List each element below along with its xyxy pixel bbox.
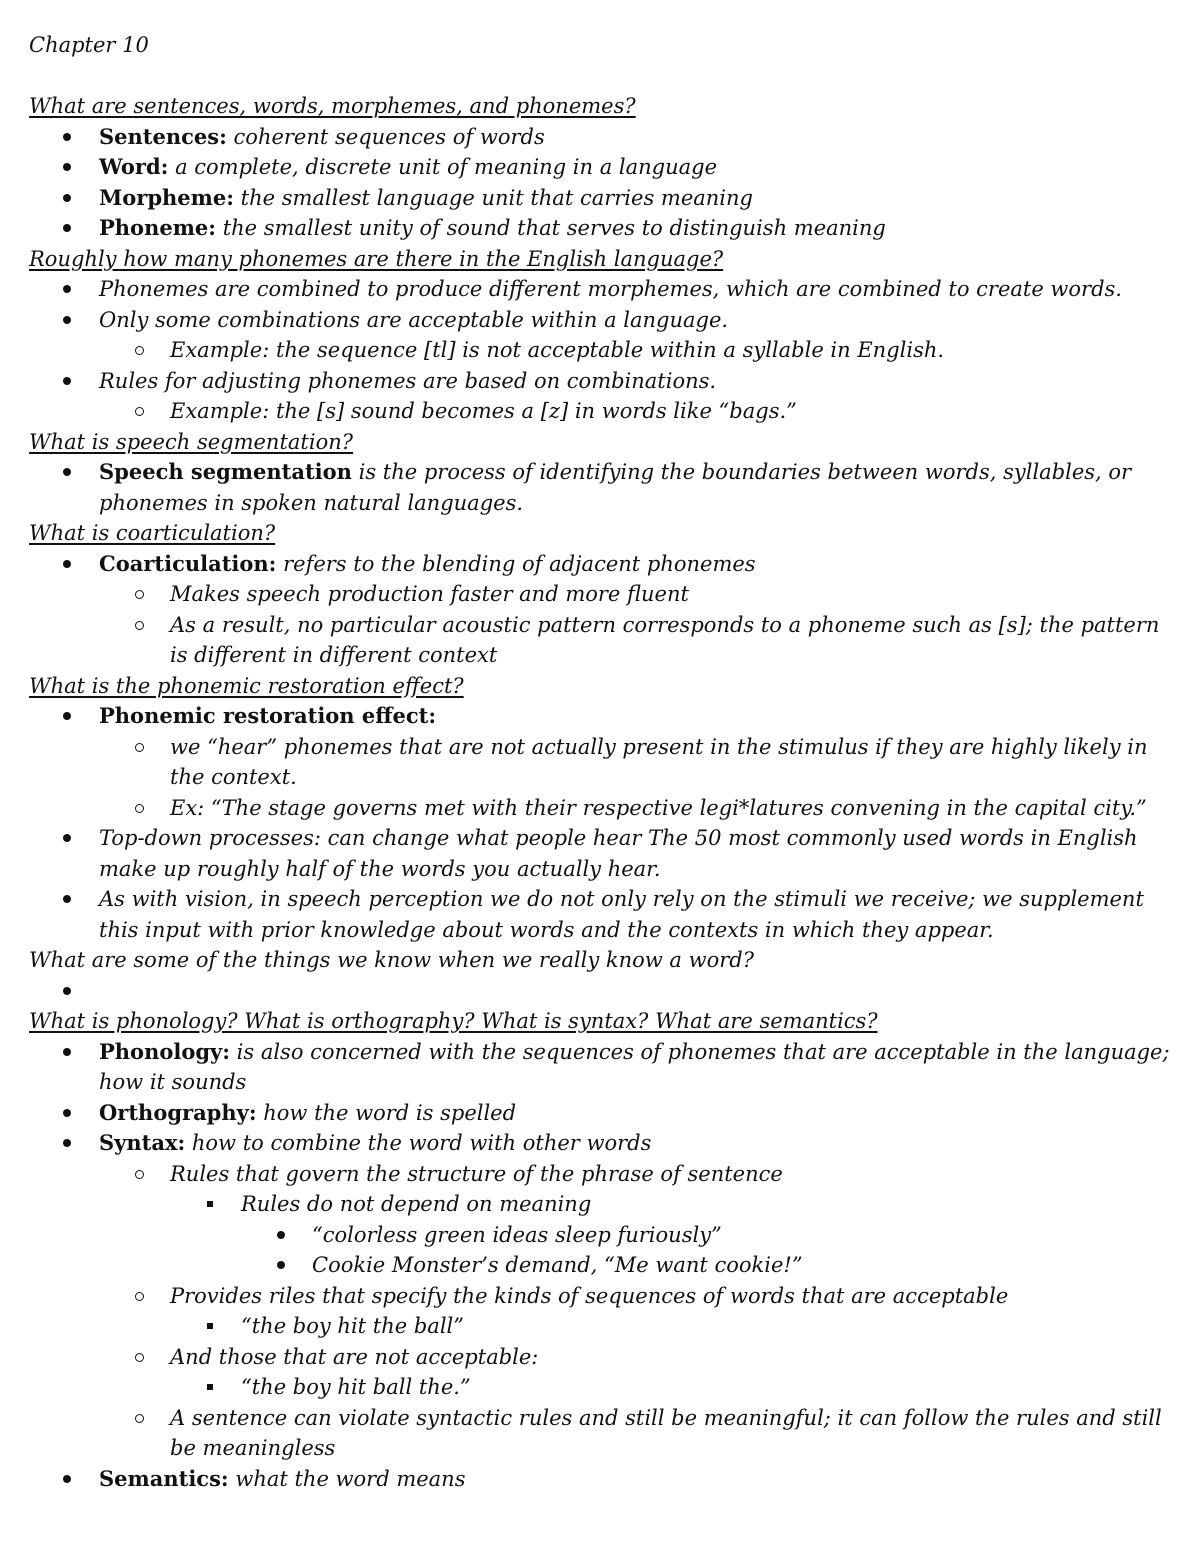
- list-item: [29, 152, 1179, 183]
- question-phonology-orthography: What is phonology? What is orthography? What is syntax? What are semantics?: [29, 1009, 878, 1033]
- list-item-text: Provides riles that specify the kinds of sequences of words that are acceptable: [170, 1283, 1009, 1308]
- list-item: [29, 335, 1179, 366]
- list-item-text: Rules that govern the structure of the phrase of sentence: [170, 1161, 783, 1186]
- list-item-text: “the boy hit ball the.”: [241, 1375, 471, 1399]
- term: Syntax:: [99, 1130, 186, 1155]
- circle-bullet-icon: [129, 1342, 149, 1373]
- list-item: [29, 793, 1179, 824]
- definition: the smallest language unit that carries meaning: [233, 185, 753, 210]
- term: Coarticulation:: [99, 550, 277, 576]
- list-item: [29, 610, 1179, 671]
- term: Word:: [99, 154, 169, 179]
- list-item: [29, 579, 1179, 610]
- list-item: [29, 122, 1179, 153]
- list-item-text: A sentence can violate syntactic rules and still be meaningful; it can follow the rules and still be meaningless: [170, 1405, 1162, 1460]
- list-item-text: Makes speech production faster and more fluent: [170, 582, 689, 606]
- term: Semantics:: [99, 1465, 229, 1491]
- term: Sentences:: [99, 123, 227, 149]
- bullet-icon: [271, 1250, 291, 1281]
- bullet-icon: [57, 122, 77, 153]
- list-item: [29, 1220, 1179, 1251]
- list-item: [29, 1372, 1179, 1403]
- list-item: [29, 396, 1179, 427]
- definition: the smallest unity of sound that serves to distinguish meaning: [216, 216, 886, 240]
- list-item: [29, 732, 1179, 793]
- list-item: [29, 1159, 1179, 1190]
- question-coarticulation: What is coarticulation?: [29, 521, 276, 545]
- list-item: [29, 1342, 1179, 1373]
- definition: is also concerned with the sequences of phonemes that are acceptable in the language; how it sounds: [99, 1039, 1170, 1094]
- list-item: [29, 549, 1179, 580]
- list-item-text: Phonemes are combined to produce different morphemes, which are combined to create words.: [99, 277, 1122, 301]
- list-item-text: “the boy hit the ball”: [241, 1314, 464, 1338]
- list-item: [29, 884, 1179, 945]
- question-speech-segmentation: What is speech segmentation?: [29, 429, 354, 454]
- circle-bullet-icon: [129, 793, 149, 824]
- blank-line: [29, 61, 1179, 92]
- term: Phoneme:: [99, 215, 217, 240]
- chapter-title: Chapter 10: [29, 33, 149, 57]
- list-item: [29, 457, 1179, 518]
- list-item: [29, 1403, 1179, 1464]
- bullet-icon: [57, 1464, 77, 1495]
- circle-bullet-icon: [129, 1159, 149, 1190]
- list-item: [29, 213, 1179, 244]
- bullet-icon: [57, 274, 77, 305]
- list-item-text: Rules do not depend on meaning: [241, 1192, 592, 1216]
- definition: refers to the blending of adjacent phonemes: [276, 551, 756, 576]
- question-phoneme-count: Roughly how many phonemes are there in the English language?: [29, 246, 724, 271]
- term: Phonology:: [99, 1038, 230, 1064]
- list-item-text: As with vision, in speech perception we do not only rely on the stimuli we receive; we supplement this input with prior knowledge about words and the contexts in which they appear.: [99, 887, 1144, 942]
- list-item-text: we “hear” phonemes that are not actually present in the stimulus if they are highly likely in the context.: [170, 734, 1148, 789]
- term: Morpheme:: [99, 184, 234, 210]
- circle-bullet-icon: [129, 732, 149, 763]
- list-item: [29, 366, 1179, 397]
- list-item: [29, 1464, 1179, 1495]
- bullet-icon: [57, 1037, 77, 1068]
- list-item: [29, 701, 1179, 732]
- list-item: [29, 274, 1179, 305]
- bullet-icon: [271, 1220, 291, 1251]
- circle-bullet-icon: [129, 396, 149, 427]
- document-page: [29, 30, 1179, 1494]
- question-phonemic-restoration: What is the phonemic restoration effect?: [29, 673, 464, 698]
- bullet-icon: [57, 213, 77, 244]
- square-bullet-icon: [200, 1372, 220, 1403]
- question-know-a-word: What are some of the things we know when we really know a word?: [29, 948, 754, 972]
- bullet-icon: [57, 884, 77, 915]
- list-item-text: As a result, no particular acoustic pattern corresponds to a phoneme such as [s]; the pattern is different in different context: [170, 612, 1160, 667]
- bullet-icon: [57, 823, 77, 854]
- circle-bullet-icon: [129, 1403, 149, 1434]
- term: Phonemic restoration effect:: [99, 703, 437, 728]
- definition: how the word is spelled: [256, 1100, 517, 1125]
- bullet-icon: [57, 183, 77, 214]
- list-item-text: Example: the [s] sound becomes a [z] in words like “bags.”: [170, 399, 797, 423]
- list-item: [29, 1037, 1179, 1098]
- bullet-icon: [57, 701, 77, 732]
- list-item: [29, 1128, 1179, 1159]
- circle-bullet-icon: [129, 579, 149, 610]
- list-item: [29, 1098, 1179, 1129]
- list-item-text: Example: the sequence [tl] is not acceptable within a syllable in English.: [170, 338, 945, 362]
- definition: is the process of identifying the boundaries between words, syllables, or phonemes in spoken natural languages.: [99, 460, 1132, 515]
- definition: a complete, discrete unit of meaning in a language: [168, 155, 718, 179]
- list-item-text: Rules for adjusting phonemes are based on combinations.: [99, 368, 717, 393]
- list-item: [29, 823, 1179, 884]
- circle-bullet-icon: [129, 335, 149, 366]
- list-item-text: Ex: “The stage governs met with their respective legi*latures convening in the capital city.”: [170, 795, 1147, 820]
- list-item-text: And those that are not acceptable:: [170, 1344, 539, 1369]
- bullet-icon: [57, 366, 77, 397]
- definition: what the word means: [228, 1466, 466, 1491]
- list-item: [29, 1311, 1179, 1342]
- bullet-icon: [57, 549, 77, 580]
- list-item-text: “colorless green ideas sleep furiously”: [312, 1222, 722, 1247]
- bullet-icon: [57, 305, 77, 336]
- list-item: [29, 1250, 1179, 1281]
- list-item: [29, 305, 1179, 336]
- list-item-empty: [29, 976, 1179, 1007]
- circle-bullet-icon: [129, 1281, 149, 1312]
- definition: coherent sequences of words: [226, 124, 545, 149]
- term: Orthography:: [99, 1099, 257, 1125]
- bullet-icon: [57, 1098, 77, 1129]
- list-item: [29, 1281, 1179, 1312]
- circle-bullet-icon: [129, 610, 149, 641]
- list-item: [29, 1189, 1179, 1220]
- list-item: [29, 183, 1179, 214]
- square-bullet-icon: [200, 1189, 220, 1220]
- term: Speech segmentation: [99, 459, 352, 484]
- list-item-text: Only some combinations are acceptable within a language.: [99, 307, 729, 332]
- bullet-icon: [57, 976, 77, 1007]
- bullet-icon: [57, 1128, 77, 1159]
- bullet-icon: [57, 457, 77, 488]
- bullet-icon: [57, 152, 77, 183]
- list-item-text: Cookie Monster’s demand, “Me want cookie!”: [312, 1253, 803, 1277]
- square-bullet-icon: [200, 1311, 220, 1342]
- list-item-text: Top-down processes: can change what people hear The 50 most commonly used words in English make up roughly half of the words you actually hear.: [99, 826, 1138, 881]
- definition: how to combine the word with other words: [185, 1131, 652, 1155]
- question-sentences-words: What are sentences, words, morphemes, and phonemes?: [29, 94, 636, 118]
